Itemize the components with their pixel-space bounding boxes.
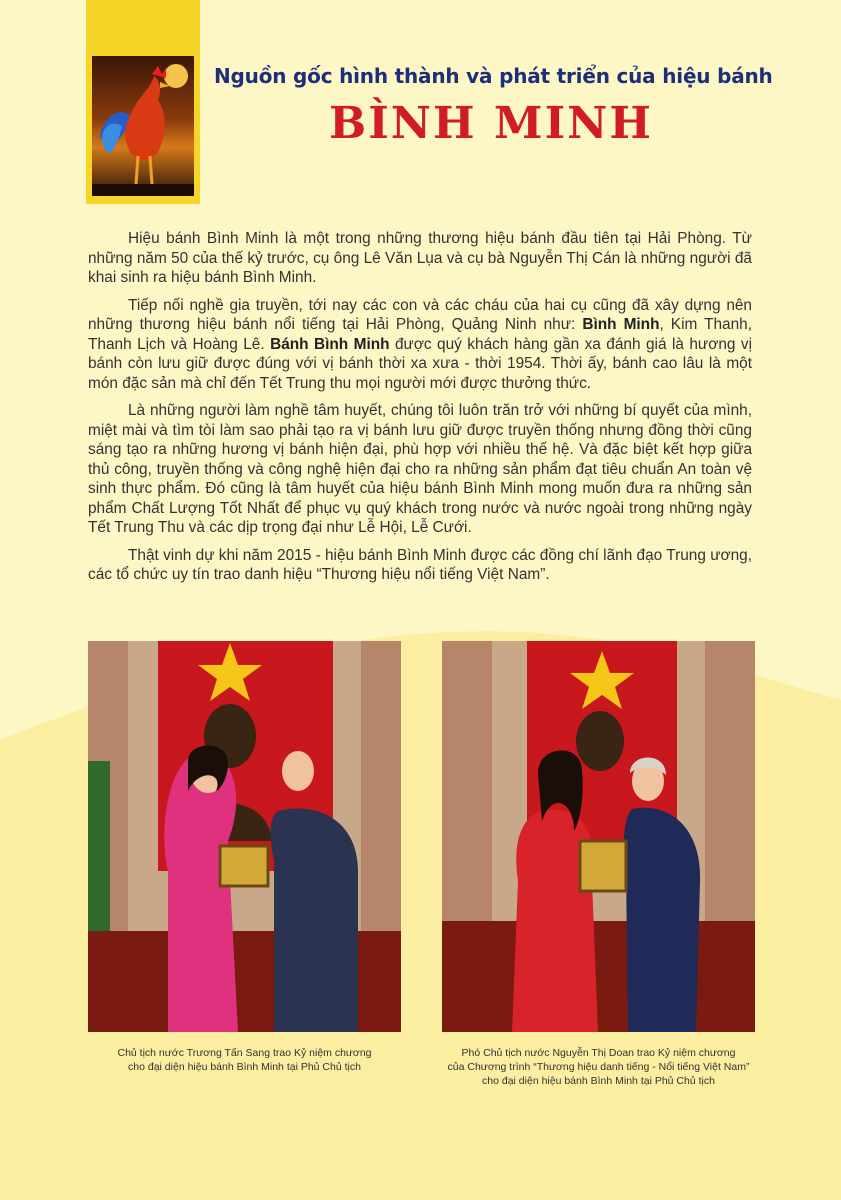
award-photo-right [442,641,755,1032]
caption-right-line-2: của Chương trình “Thương hiệu danh tiếng - Nổi tiếng Việt Nam” [447,1061,750,1073]
caption-right-line-1: Phó Chủ tịch nước Nguyễn Thị Doan trao Kỷ niệm chương [461,1047,736,1059]
caption-right-line-3: cho đại diện hiệu bánh Bình Minh tại Phủ Chủ tịch [482,1075,715,1087]
rooster-icon [92,56,194,196]
award-photo-left [88,641,401,1032]
caption-left-line-2: cho đại diện hiệu bánh Bình Minh tại Phủ Chủ tịch [128,1061,361,1073]
page-title: Nguồn gốc hình thành và phát triển của hiệu bánh [214,64,773,88]
paragraph-2-part-c: , Kim Thanh, Thanh Lịch và Hoàng Lê. [88,316,752,353]
caption-right [442,1046,755,1088]
logo-box [86,0,200,204]
brand-bold-1: Bình Minh [582,316,660,333]
paragraph-3: Là những người làm nghề tâm huyết, chúng tôi luôn trăn trở với những bí quyết của mình, miệt mài và tìm tòi làm sao phải tạo ra vị bánh lưu giữ được truyền thống nhưng đồng thời cũng sáng tạo ra những hương vị bánh hiện đại, phù hợp với nhiều thế hệ. Và đặc biệt kết hợp giữa thủ công, truyền thống và công nghệ hiện đại cho ra những sản phẩm đạt tiêu chuẩn An toàn vệ sinh thực phẩm. Đó cũng là tâm huyết của hiệu bánh Bình Minh mong muốn đưa ra những sản phẩm Chất Lượng Tốt Nhất để phục vụ quý khách trong nước và nước ngoài trong những ngày Tết Trung Thu và các dịp trọng đại như Lễ Hội, Lễ Cưới. [88,402,752,536]
brand-bold-2: Bánh Bình Minh [270,335,390,353]
paragraph-2-part-d: được quý khách hàng gần xa đánh giá là hương vị bánh còn lưu giữ được đúng với vị bánh thời xa xưa - thời 1954. Thời ấy, bánh cao lâu là một món đặc sản mà chỉ đến Tết Trung thu mọi người mới được thưởng thức. [88,335,753,392]
paragraph-2-part-a: Tiếp nối nghề gia truyền, tới nay các con và các cháu của hai cụ cũng đã xây dựng nên những thương hiệu bánh nổi tiếng tại Hải Phòng, Quảng Ninh như: [88,296,752,333]
caption-left [88,1046,401,1074]
caption-left-line-1: Chủ tịch nước Trương Tấn Sang trao Kỷ niệm chương [117,1047,372,1059]
paragraph-2 [88,296,752,394]
article-body [88,229,752,593]
paragraph-1: Hiệu bánh Bình Minh là một trong những thương hiệu bánh đầu tiên tại Hải Phòng. Từ những năm 50 của thế kỷ trước, cụ ông Lê Văn Lụa và cụ bà Nguyễn Thị Cán là những người đã khai sinh ra hiệu bánh Bình Minh. [88,230,752,286]
brand-name: BÌNH MINH [329,98,653,149]
header [214,64,774,149]
paragraph-4: Thật vinh dự khi năm 2015 - hiệu bánh Bình Minh được các đồng chí lãnh đạo Trung ương, các tổ chức uy tín trao danh hiệu “Thương hiệu nổi tiếng Việt Nam”. [88,546,752,583]
